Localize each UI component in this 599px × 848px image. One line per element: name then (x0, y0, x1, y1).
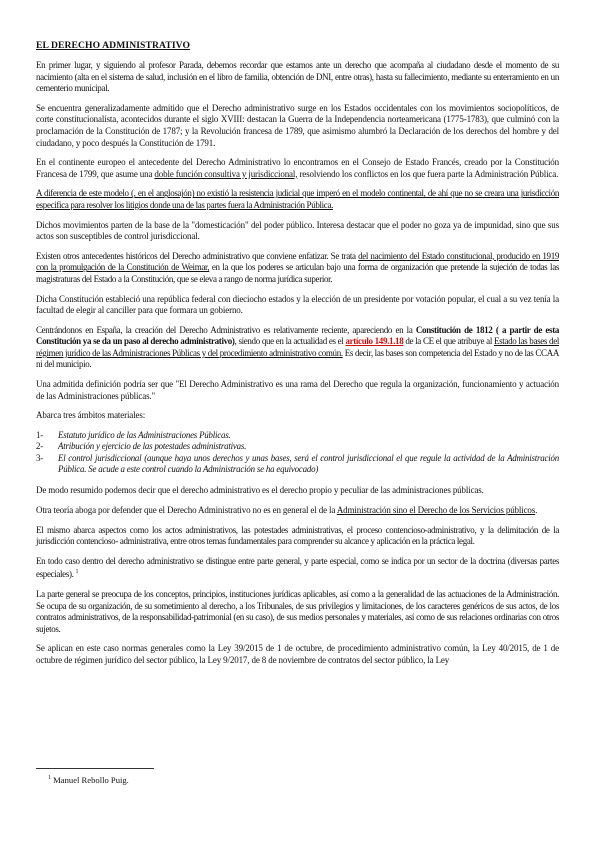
paragraph-12-underlined: Administración sino el Derecho de los Servicios públicos (336, 505, 536, 516)
paragraph-8-text-c: de la CE el que atribuye al (403, 336, 494, 347)
paragraph-7: Dicha Constitución estableció una república federal con dieciocho estados y la elección de un presidente por votación popular, el cual a su vez tenía la facultad de elegir al canciller para que formara un gobierno. (36, 293, 559, 316)
paragraph-12-text-b: . (535, 505, 538, 516)
list-item-number: 1- (36, 429, 43, 440)
paragraph-9: Una admitida definición podría ser que "El Derecho Administrativo es una rama del Derecho que regula la organización, funcionamiento y actuación de las Administraciones públicas." (36, 379, 559, 401)
paragraph-3-underlined: doble función consultiva y jurisdiccional, (154, 168, 298, 179)
scope-list (36, 430, 559, 476)
paragraph-5: Dichos movimientos parten de la base de la "domesticación" del poder público. Interesa destacar que el poder no goza ya de impunidad, sino que sus actos son susceptibles de control jurisdiccional. (36, 219, 559, 242)
paragraph-3-text-a: En el continente europeo el antecedente del Derecho Administrativo lo encontramos en el Consejo de Estado Francés, creado por la Constitución Francesa de 1799, que asume una (36, 157, 559, 179)
list-item (36, 430, 559, 441)
paragraph-14-text: En todo caso dentro del derecho administrativo se distingue entre parte general, y parte especial, como se indica por un sector de la doctrina (diversas partes especiales). (36, 555, 559, 580)
paragraph-6 (36, 251, 559, 286)
paragraph-6-text-b: en la que los poderes se articulan bajo una forma de organización que pretende la sujeción de todas las magistraturas del Estado a la Constitución, que se eleva a rango de norma jurídica superior. (36, 262, 559, 284)
paragraph-8-text-b: , siendo que en la actualidad es el (234, 336, 346, 347)
article-reference-link[interactable]: artículo 149.1.18 (345, 336, 404, 347)
paragraph-8-text-d: Es decir, las bases son competencia del Estado y no de las CCAA ni del municipio. (36, 347, 560, 370)
list-item (36, 453, 559, 476)
footnote-text: Manuel Rebollo Puig. (53, 775, 129, 785)
list-item-text: Estatuto jurídico de las Administraciones Públicas. (58, 429, 231, 440)
list-item (36, 441, 559, 452)
paragraph-2: Se encuentra generalizadamente admitido que el Derecho administrativo surge en los Estados occidentales con los movimientos sociopolíticos, de corte constitucionalista, acontecidos durante el siglo XVIII: destacan la Guerra de la Independencia norteamericana (1775-1783), que culminó con la proclamación de la Constitución de 1787; y la Revolución francesa de 1789, que asimismo alumbró la Declaración de los derechos del hombre y del ciudadano, y poco después la Constitución de 1791. (36, 102, 559, 148)
footnote-number: 1 (48, 775, 51, 782)
list-item-number: 2- (36, 441, 43, 452)
paragraph-1: En primer lugar, y siguiendo al profesor Parada, debemos recordar que estamos ante un derecho que acompaña al ciudadano desde el momento de su nacimiento (alta en el sistema de salud, inclusión en el libro de familia, obtención de DNI, entre otras), hasta su fallecimiento, mediante su enterramiento en un cementerio municipal. (36, 60, 559, 94)
paragraph-3-text-b: resolviendo los conflictos en los que fuera parte la Administración Pública. (297, 168, 559, 179)
footnote (48, 775, 129, 785)
paragraph-6-text-a: Existen otros antecedentes históricos del Derecho administrativo que conviene enfatizar. Se trata (36, 250, 359, 261)
paragraph-10: Abarca tres ámbitos materiales: (36, 410, 146, 421)
list-item-number: 3- (36, 452, 43, 463)
paragraph-12 (36, 505, 559, 517)
document-page (36, 40, 559, 675)
paragraph-8 (36, 325, 559, 371)
paragraph-11: De modo resumido podemos decir que el derecho administrativo es el derecho propio y peculiar de las administraciones públicas. (36, 485, 484, 496)
paragraph-12-text-a: Otra teoría aboga por defender que el Derecho Administrativo no es en general el de la (36, 505, 337, 516)
paragraph-13: El mismo abarca aspectos como los actos administrativos, las potestades administrativas, el proceso contencioso-administrativo, y la delimitación de la jurisdicción contencioso- administrativa, entre otros temas fundamentales para comprender su alcance y aplicación en la práctica legal. (36, 524, 559, 547)
paragraph-8-underlined: Estado las bases del régimen jurídico de las Administraciones Públicas y del procedimiento administrativo común. (36, 336, 559, 358)
paragraph-3 (36, 157, 559, 180)
paragraph-16: Se aplican en este caso normas generales como la Ley 39/2015 de 1 de octubre, de procedimiento administrativo común, la Ley 40/2015, de 1 de octubre de régimen jurídico del sector público, la Ley 9/2017, de 8 de noviembre de contratos del sector público, la Ley (36, 643, 559, 665)
paragraph-14 (36, 556, 559, 581)
paragraph-8-text-a: Centrándonos en España, la creación del Derecho Administrativo es relativamente reciente, apareciendo en la (36, 324, 416, 335)
list-item-text: Atribución y ejercicio de las potestades administrativas. (58, 441, 247, 452)
footnote-marker[interactable]: 1 (75, 569, 79, 576)
footnote-divider (36, 768, 154, 769)
list-item-text: El control jurisdiccional (aunque haya unos derechos y unas bases, será el control jurisdiccional el que regule la actividad de la Administración Pública. Se acude a este control cuando la Administración se ha equivocado) (58, 452, 559, 475)
paragraph-4: A diferencia de este modelo (, en el anglosajón) no existió la resistencia judicial que imperó en el modelo continental, de ahí que no se creara una jurisdicción especifica para resolver los litigios donde una de las partes fuera la Administración Pública. (36, 188, 559, 210)
paragraph-8-bold: Constitución de 1812 ( a partir de esta Constitución ya se da un paso al derecho administrativo) (36, 324, 559, 347)
paragraph-15: La parte general se preocupa de los conceptos, principios, instituciones jurídicas aplicables, así como a la generalidad de las actuaciones de la Administración. Se ocupa de su organización, de su sometimiento al derecho, a los Tribunales, de sus privilegios y limitaciones, de los caracteres genéricos de sus actos, de los contratos administrativos, de la responsabilidad-patrimonial (en su caso), de sus medios personales y materiales, así como de sus relaciones ordinarias con otros sujetos. (36, 589, 559, 634)
paragraph-6-underlined: del nacimiento del Estado constitucional, producido en 1919 con la promulgación de la Constitución de Weimar, (36, 250, 559, 273)
document-title: EL DERECHO ADMINISTRATIVO (36, 40, 191, 51)
